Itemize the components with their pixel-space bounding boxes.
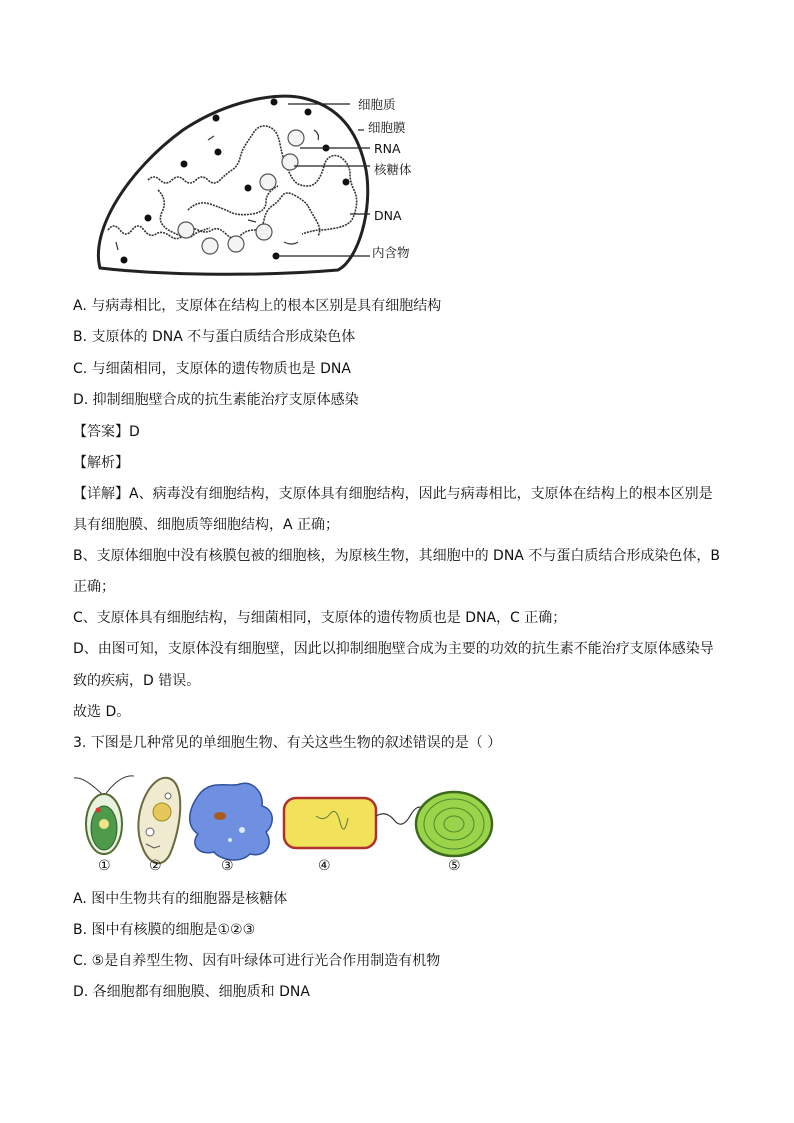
analysis-line: B、支原体细胞中没有核膜包被的细胞核，为原核生物，其细胞中的 DNA 不与蛋白质结合形成染色体，B (73, 548, 720, 564)
organism-number-2: ② (149, 858, 162, 874)
label-ribosome: 核糖体 (374, 162, 412, 177)
q3-option-b: B. 图中有核膜的细胞是①②③ (73, 922, 256, 938)
q3-option-c: C. ⑤是自养型生物、因有叶绿体可进行光合作用制造有机物 (73, 953, 441, 969)
paramecium-drawing (138, 778, 180, 864)
q2-option-c: C. 与细菌相同，支原体的遗传物质也是 DNA (73, 361, 351, 377)
analysis-line: 故选 D。 (73, 704, 131, 720)
bacterium-drawing (284, 798, 424, 848)
organism-number-5: ⑤ (448, 858, 461, 874)
q3-option-d: D. 各细胞都有细胞膜、细胞质和 DNA (73, 984, 310, 1000)
organisms-drawing (70, 766, 500, 878)
analysis-line: 【详解】A、病毒没有细胞结构，支原体具有细胞结构，因此与病毒相比，支原体在结构上的根本区别是 (73, 486, 713, 502)
organisms-figure (70, 766, 500, 878)
label-cell-membrane: 细胞膜 (368, 120, 406, 135)
chlorella-drawing (416, 792, 492, 856)
amoeba-drawing (190, 783, 273, 860)
q3-stem: 3. 下图是几种常见的单细胞生物、有关这些生物的叙述错误的是（ ） (73, 735, 502, 751)
q2-option-a: A. 与病毒相比，支原体在结构上的根本区别是具有细胞结构 (73, 298, 442, 314)
organism-number-4: ④ (318, 858, 331, 874)
organism-number-1: ① (98, 858, 111, 874)
label-inclusion: 内含物 (372, 245, 410, 260)
q2-option-d: D. 抑制细胞壁合成的抗生素能治疗支原体感染 (73, 392, 359, 408)
analysis-line: D、由图可知，支原体没有细胞壁，因此以抑制细胞壁合成为主要的功效的抗生素不能治疗支原体感染导 (73, 641, 714, 657)
q2-answer: 【答案】D (73, 424, 140, 440)
chlamydomonas-drawing (74, 776, 134, 854)
analysis-line: 具有细胞膜、细胞质等细胞结构，A 正确； (73, 517, 340, 533)
analysis-line: 致的疾病，D 错误。 (73, 673, 201, 689)
q2-option-b: B. 支原体的 DNA 不与蛋白质结合形成染色体 (73, 329, 356, 345)
analysis-line: 正确； (73, 579, 115, 595)
q3-option-a: A. 图中生物共有的细胞器是核糖体 (73, 891, 288, 907)
mycoplasma-diagram (88, 90, 428, 280)
label-rna: RNA (374, 141, 401, 156)
q2-analysis-title: 【解析】 (73, 455, 129, 471)
label-cytoplasm: 细胞质 (358, 97, 396, 112)
label-dna: DNA (374, 208, 402, 223)
analysis-line: C、支原体具有细胞结构，与细菌相同，支原体的遗传物质也是 DNA，C 正确； (73, 610, 567, 626)
organism-number-3: ③ (221, 858, 234, 874)
